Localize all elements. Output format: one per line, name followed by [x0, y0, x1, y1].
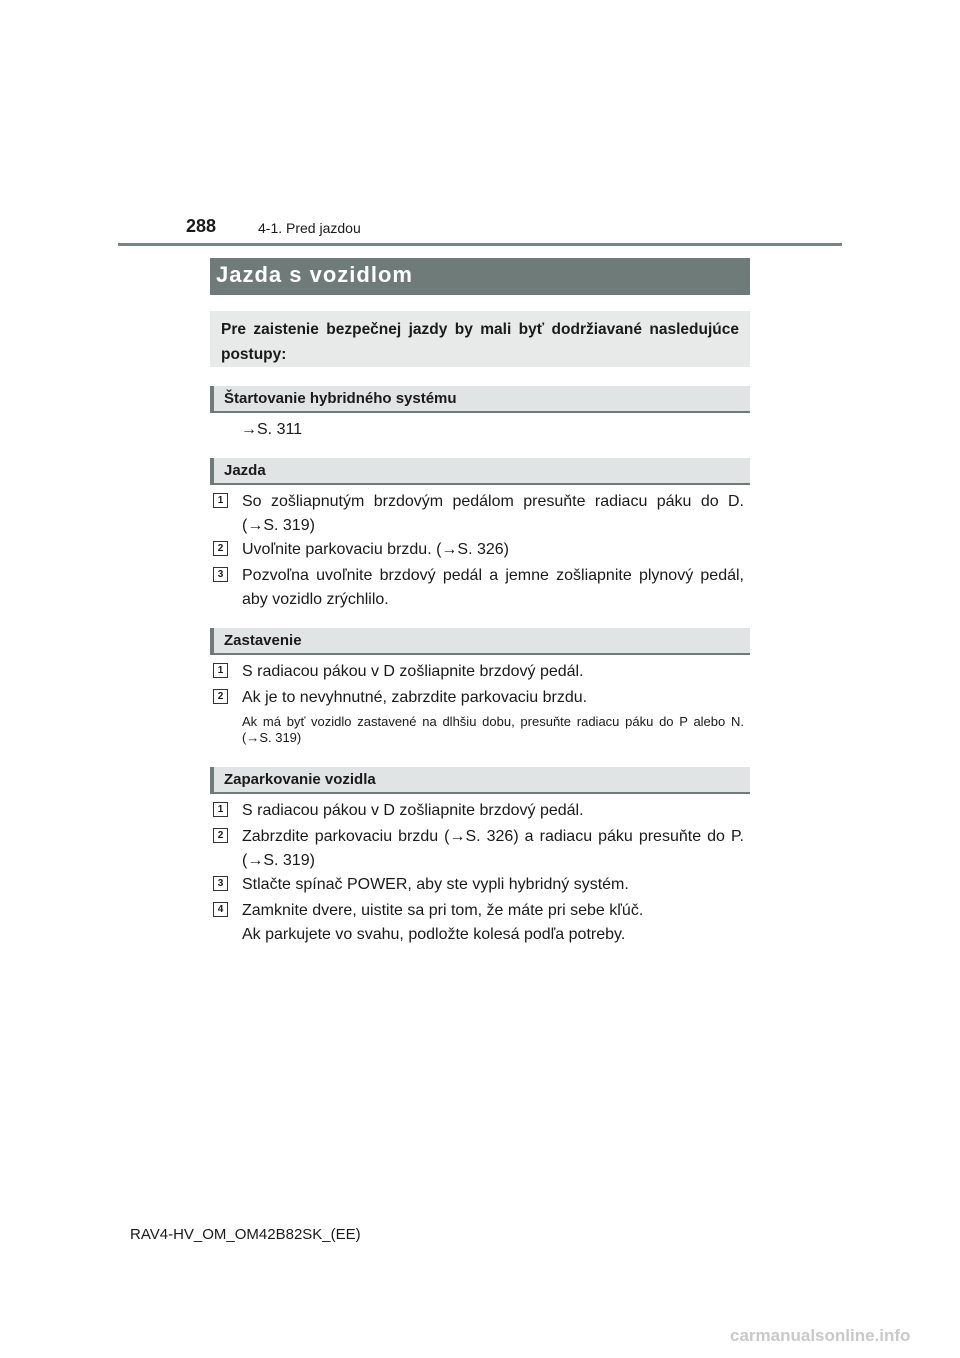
step-text: S radiacou pákou v D zošliapnite brzdový pedál.: [242, 663, 584, 680]
intro-box: Pre zaistenie bezpečnej jazdy by mali byť dodržiavané nasledujúce postupy:: [210, 311, 750, 367]
step-text: Zabrzdite parkovaciu brzdu (→S. 326) a radiacu páku presuňte do P. (→S. 319): [242, 828, 744, 869]
stopping-note: Ak má byť vozidlo zastavené na dlhšiu dobu, presuňte radiacu páku do P alebo N. (→S. 319): [242, 714, 744, 745]
section-header-stopping: Zastavenie: [210, 628, 750, 655]
section-header-parking: Zaparkovanie vozidla: [210, 767, 750, 794]
step-number: 3: [213, 567, 228, 582]
step-number: 1: [213, 493, 228, 508]
step-text: Pozvoľna uvoľnite brzdový pedál a jemne zošliapnite plynový pedál, aby vozidlo zrýchlilo.: [242, 567, 744, 608]
page-title: Jazda s vozidlom: [210, 258, 750, 295]
header-rule: [118, 243, 842, 246]
section-header-start: Štartovanie hybridného systému: [210, 386, 750, 413]
step-number: 1: [213, 802, 228, 817]
step-number: 4: [213, 902, 228, 917]
step-number: 2: [213, 828, 228, 843]
step-text: S radiacou pákou v D zošliapnite brzdový pedál.: [242, 802, 584, 819]
step-text: Uvoľnite parkovaciu brzdu. (→S. 326): [242, 541, 510, 558]
step-text: Stlačte spínač POWER, aby ste vypli hybridný systém.: [242, 876, 629, 893]
chapter-title: 4-1. Pred jazdou: [258, 220, 361, 236]
page-number: 288: [186, 216, 217, 236]
parking-extra: Ak parkujete vo svahu, podložte kolesá podľa potreby.: [242, 926, 626, 943]
step-number: 2: [213, 541, 228, 556]
section-header-driving: Jazda: [210, 458, 750, 485]
step-number: 2: [213, 689, 228, 704]
step-text: So zošliapnutým brzdovým pedálom presuňte radiacu páku do D. (→S. 319): [242, 493, 744, 534]
step-number: 3: [213, 876, 228, 891]
step-text: Zamknite dvere, uistite sa pri tom, že máte pri sebe kľúč.: [242, 902, 644, 919]
start-reference: →S. 311: [241, 421, 303, 438]
watermark: carmanualsonline.info: [730, 1326, 911, 1345]
footer-code: RAV4-HV_OM_OM42B82SK_(EE): [130, 1226, 361, 1243]
step-number: 1: [213, 663, 228, 678]
step-text: Ak je to nevyhnutné, zabrzdite parkovaciu brzdu.: [242, 689, 588, 706]
